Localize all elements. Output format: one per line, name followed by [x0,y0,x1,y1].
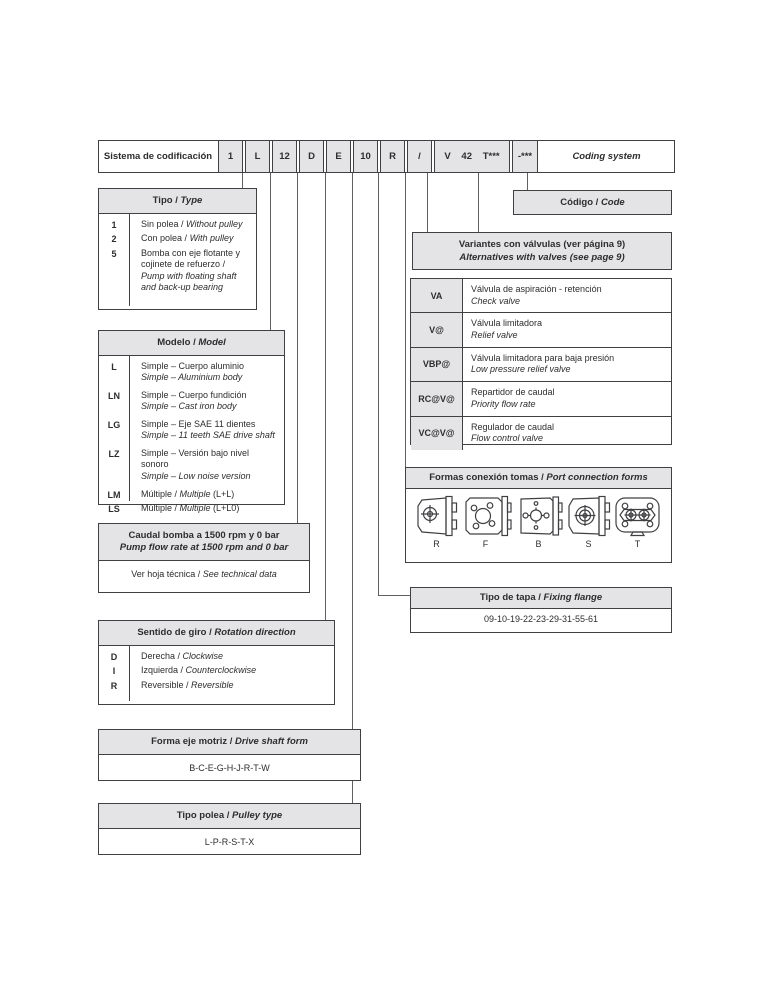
code-cell-code: -*** [512,141,538,172]
coding-strip [98,140,675,173]
port-form-f [460,495,512,549]
tomas-box-title: Formas conexión tomas / Port connection forms [406,468,671,489]
valve-row: RC@V@ Repartidor de caudal Priority flow rate [411,381,671,415]
eje-box [98,729,361,781]
variant-part: V [444,151,451,162]
variant-part: T*** [482,151,500,162]
connector-line [478,173,479,232]
connector-line [352,781,353,803]
valve-row: V@ Válvula limitadora Relief valve [411,312,671,346]
code-cell-sentido: D [299,141,324,172]
code-cell-caudal: 12 [272,141,297,172]
caudal-value: Ver hoja técnica / See technical data [131,568,277,579]
code-cell-separator: / [407,141,432,172]
connector-line [427,173,428,232]
port-form-t-drawing [613,495,663,537]
port-form-b-drawing [513,495,565,537]
valve-table [410,278,672,445]
code-cell-eje: E [326,141,351,172]
caudal-box-title: Caudal bomba a 1500 rpm y 0 bar Pump flow rate at 1500 rpm and 0 bar [99,524,309,561]
tipo-row: 2 Con polea / With pulley [111,233,234,245]
tapa-box-title: Tipo de tapa / Fixing flange [411,588,671,609]
modelo-row: LZ Simple – Versión bajo nivel sonoro Simple – Low noise version [108,447,251,481]
caudal-box [98,523,310,593]
variant-part: 42 [461,151,472,162]
code-cell-tapa: 10 [353,141,378,172]
code-cell-tipo: 1 [218,141,243,172]
variantes-box-title-es: Variantes con válvulas (ver página 9) [458,238,626,250]
modelo-row: LM Múltiple / Multiple (L+L) [107,488,235,500]
port-form-f-drawing [460,495,512,537]
coding-strip-title-es: Sistema de codificación [103,151,213,162]
connector-line [527,173,528,190]
tipo-box-title: Tipo / Type [99,189,256,214]
coding-strip-title-en: Coding system [572,151,641,162]
variantes-box [412,232,672,270]
modelo-box [98,330,285,515]
eje-box-title: Forma eje motriz / Drive shaft form [99,730,360,755]
port-form-r-drawing [415,495,459,537]
code-cell-modelo: L [245,141,270,172]
valve-row: VA Válvula de aspiración - retención Check valve [411,279,671,312]
sentido-box-title: Sentido de giro / Rotation direction [99,621,334,646]
tomas-box [405,467,672,563]
connector-line [270,173,271,330]
sentido-row: I Izquierda / Counterclockwise [112,665,257,677]
port-form-label: T [634,538,641,549]
codigo-box-title: Código / Code [560,196,625,208]
eje-value: B-C-E-G-H-J-R-T-W [189,762,270,773]
port-form-r [415,495,459,549]
port-forms [406,489,671,553]
codigo-box [513,190,672,215]
code-cell-toma: R [380,141,405,172]
valve-row: VC@V@ Regulador de caudal Flow control valve [411,416,671,450]
port-form-t [613,495,663,549]
polea-value: L-P-R-S-T-X [204,836,255,847]
port-form-s [566,495,612,549]
port-form-label: R [433,538,440,549]
connector-line [242,173,243,188]
tipo-row: 5 Bomba con eje flotante y cojinete de refuerzo / Pump with floating shaft and back-up bearing [111,247,241,293]
modelo-row: L Simple – Cuerpo aluminio Simple – Aluminium body [111,360,245,383]
polea-box-title: Tipo polea / Pulley type [99,804,360,829]
modelo-row: LG Simple – Eje SAE 11 dientes Simple – 11 teeth SAE drive shaft [107,418,275,441]
valve-row: VBP@ Válvula limitadora para baja presión Low pressure relief valve [411,347,671,381]
tipo-box [98,188,257,310]
port-form-b [513,495,565,549]
modelo-box-title: Modelo / Model [99,331,284,356]
tapa-box [410,587,672,633]
port-form-label: F [482,538,489,549]
connector-line [352,173,353,729]
connector-line [297,173,298,523]
modelo-row: LN Simple – Cuerpo fundición Simple – Cast iron body [108,389,247,412]
connector-line [378,173,379,596]
port-form-label: B [535,538,542,549]
port-form-s-drawing [566,495,612,537]
variantes-box-title-en: Alternatives with valves (see page 9) [459,252,625,263]
sentido-row: R Reversible / Reversible [110,679,234,691]
connector-line [325,173,326,620]
tapa-value: 09-10-19-22-23-29-31-55-61 [483,613,599,624]
connector-line [405,173,406,467]
sentido-box [98,620,335,705]
polea-box [98,803,361,855]
modelo-row: LS Múltiple / Multiple (L+L0) [108,503,240,515]
sentido-row: D Derecha / Clockwise [110,650,224,662]
code-cell-valve-variant [434,141,510,172]
connector-line [378,595,410,596]
tipo-row: 1 Sin polea / Without pulley [111,218,243,230]
port-form-label: S [585,538,592,549]
